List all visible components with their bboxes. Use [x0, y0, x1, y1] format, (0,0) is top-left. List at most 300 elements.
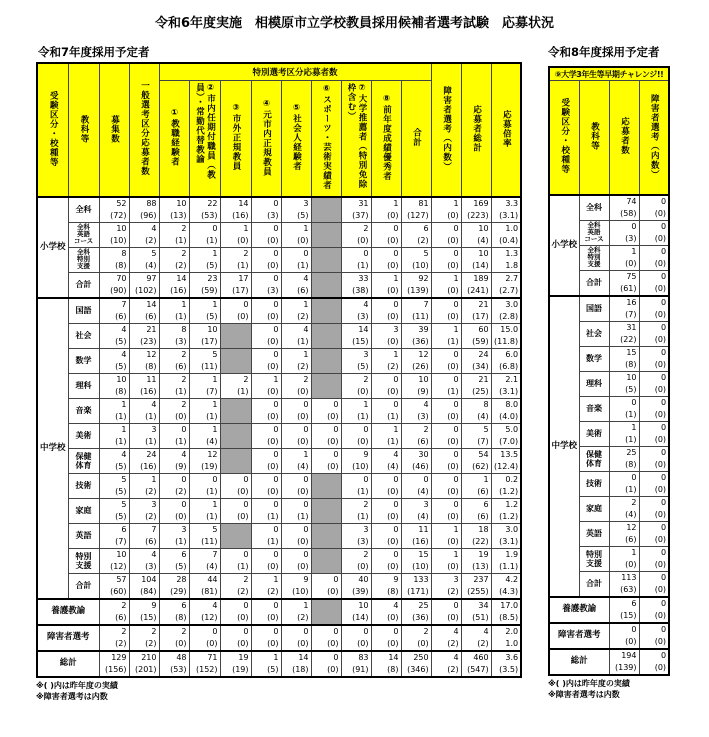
current-value: 1 — [273, 652, 279, 662]
data-cell — [341, 272, 371, 298]
summary-row — [37, 599, 521, 625]
current-value: 0 — [303, 499, 309, 509]
subject-label: 美術 — [579, 421, 609, 446]
current-value: 2 — [181, 248, 187, 258]
previous-year-value: (4) — [625, 509, 637, 519]
current-value: 5 — [151, 248, 157, 258]
current-value: 24 — [478, 349, 489, 359]
previous-year-value: (3.1) — [499, 210, 519, 220]
current-value: 10 — [116, 549, 127, 559]
previous-year-value: (5) — [115, 511, 127, 521]
current-value: 1.9 — [505, 549, 519, 559]
current-value: 10 — [176, 198, 187, 208]
previous-year-value: (11.8) — [494, 336, 519, 346]
data-cell — [341, 473, 371, 498]
previous-year-value: (7) — [206, 386, 218, 396]
current-value: 0 — [453, 449, 459, 459]
data-cell — [431, 373, 461, 398]
data-cell — [401, 473, 431, 498]
current-value: 0 — [660, 322, 667, 332]
previous-year-value: (15) — [352, 336, 369, 346]
header-subject: 教科等 — [68, 63, 99, 197]
previous-year-value: (0) — [447, 536, 459, 546]
data-cell — [281, 548, 311, 573]
current-value: 0 — [393, 299, 399, 309]
data-cell — [129, 197, 159, 223]
previous-year-value: (1) — [175, 311, 187, 321]
current-value: 4 — [151, 549, 157, 559]
previous-year-value: (17) — [472, 311, 489, 321]
data-cell — [341, 348, 371, 373]
data-cell — [491, 298, 521, 324]
current-value: 1 — [243, 223, 249, 233]
current-value: 0 — [660, 624, 667, 634]
data-cell — [401, 548, 431, 573]
current-value: 0 — [333, 449, 339, 459]
data-cell — [251, 448, 281, 473]
data-cell — [281, 373, 311, 398]
current-value: 23 — [207, 273, 218, 283]
current-value: 1 — [273, 374, 279, 384]
previous-year-value: (2) — [237, 586, 249, 596]
current-value: 1 — [303, 349, 309, 359]
previous-year-value: (2) — [447, 586, 459, 596]
current-value: 2 — [243, 248, 249, 258]
data-cell — [220, 373, 251, 398]
data-cell — [311, 573, 341, 599]
data-cell — [491, 323, 521, 348]
previous-year-value: (22) — [620, 334, 637, 344]
previous-year-value: (1) — [175, 235, 187, 245]
data-cell — [639, 471, 669, 496]
data-cell — [251, 373, 281, 398]
previous-year-value: (1.2) — [499, 511, 519, 521]
previous-year-value: (4) — [145, 260, 157, 270]
data-cell — [99, 398, 129, 423]
summary-row — [549, 649, 669, 675]
current-value: 0 — [243, 499, 249, 509]
data-cell — [401, 599, 431, 625]
data-cell — [220, 197, 251, 223]
current-value: 8 — [121, 248, 127, 258]
subject-label: 合計 — [579, 270, 609, 296]
previous-year-value: (0) — [387, 260, 399, 270]
current-value: 0 — [243, 474, 249, 484]
current-value: 1 — [393, 273, 399, 283]
previous-year-value: (0) — [447, 486, 459, 496]
current-value: 0 — [393, 223, 399, 233]
current-value: 129 — [111, 652, 127, 662]
previous-year-value: (5) — [115, 461, 127, 471]
data-cell — [431, 548, 461, 573]
data-cell — [401, 373, 431, 398]
current-value: 4.2 — [505, 574, 519, 584]
header-positions: 募集数 — [99, 63, 129, 197]
summary-row — [549, 623, 669, 649]
current-value: 7 — [121, 299, 127, 309]
current-value: 33 — [358, 273, 369, 283]
previous-year-value: (8) — [175, 612, 187, 622]
current-value: 0 — [453, 424, 459, 434]
current-value: 3 — [151, 424, 157, 434]
header-special-1 — [189, 81, 220, 197]
previous-year-value: (102) — [134, 285, 157, 295]
previous-year-value: (1) — [447, 386, 459, 396]
previous-year-value: (6) — [297, 285, 309, 295]
current-value: 0 — [212, 223, 218, 233]
current-value: 10 — [418, 374, 429, 384]
current-value: 4 — [121, 349, 127, 359]
data-cell — [401, 247, 431, 272]
empty-cell — [220, 348, 251, 373]
data-cell — [609, 296, 639, 322]
previous-year-value: (4) — [206, 561, 218, 571]
left-subtitle: 令和7年度採用予定者 — [38, 45, 150, 59]
data-cell — [639, 371, 669, 396]
data-cell — [371, 272, 401, 298]
previous-year-value: (16) — [170, 285, 187, 295]
current-value: 10 — [116, 374, 127, 384]
empty-cell — [311, 348, 341, 373]
data-cell — [401, 625, 431, 651]
current-value: 71 — [207, 652, 218, 662]
previous-year-value: (0) — [267, 311, 279, 321]
data-cell — [461, 523, 491, 548]
current-value: 70 — [116, 273, 127, 283]
previous-year-value: (0) — [447, 411, 459, 421]
previous-year-value: (34) — [472, 361, 489, 371]
current-value: 34 — [478, 600, 489, 610]
previous-year-value: (0) — [237, 486, 249, 496]
previous-year-value: (0) — [267, 486, 279, 496]
data-cell — [431, 298, 461, 324]
current-value: 3 — [393, 324, 399, 334]
data-cell — [461, 398, 491, 423]
previous-year-value: (0) — [387, 612, 399, 622]
data-cell — [220, 498, 251, 523]
previous-year-value: (8) — [145, 361, 157, 371]
data-cell — [159, 473, 189, 498]
current-value: 0 — [333, 574, 339, 584]
data-cell — [189, 247, 220, 272]
data-cell — [99, 272, 129, 298]
data-cell — [401, 398, 431, 423]
previous-year-value: (1) — [145, 411, 157, 421]
current-value: 210 — [141, 652, 157, 662]
previous-year-value: (1) — [297, 336, 309, 346]
current-value: 0 — [273, 248, 279, 258]
data-cell — [371, 398, 401, 423]
header-special-0 — [159, 81, 189, 197]
previous-year-value: (22) — [472, 536, 489, 546]
header-special-label: ⑦大学推薦者（特別免除枠含む） — [346, 83, 367, 190]
previous-year-value: (201) — [134, 664, 157, 674]
current-value: 1 — [483, 474, 489, 484]
current-value: 6 — [181, 600, 187, 610]
current-value: 0 — [303, 549, 309, 559]
data-cell — [609, 245, 639, 270]
current-value: 1 — [303, 600, 309, 610]
previous-year-value: (0) — [297, 411, 309, 421]
current-value: 1 — [273, 574, 279, 584]
subject-label: 合計 — [68, 573, 99, 599]
data-cell — [159, 197, 189, 223]
previous-year-value: (53) — [201, 210, 218, 220]
empty-cell — [311, 222, 341, 247]
current-value: 2 — [363, 549, 369, 559]
previous-year-value: (0) — [654, 559, 667, 569]
early-challenge-table — [548, 66, 670, 676]
current-value: 0 — [393, 549, 399, 559]
subject-label: 合計 — [579, 571, 609, 597]
previous-year-value: (8) — [625, 459, 637, 469]
data-cell — [189, 548, 220, 573]
data-cell — [609, 371, 639, 396]
data-cell — [189, 298, 220, 324]
data-cell — [159, 247, 189, 272]
data-cell — [401, 197, 431, 223]
subject-label: 合計 — [68, 272, 99, 298]
data-cell — [491, 222, 521, 247]
current-value: 52 — [116, 198, 127, 208]
current-value: 0 — [660, 497, 667, 507]
current-value: 10 — [358, 600, 369, 610]
data-cell — [431, 197, 461, 223]
previous-year-value: (11) — [201, 361, 218, 371]
table-row — [37, 473, 521, 498]
table-row — [37, 398, 521, 423]
current-value: 21 — [478, 374, 489, 384]
current-value: 11 — [418, 524, 429, 534]
data-cell — [431, 599, 461, 625]
previous-year-value: (152) — [195, 664, 218, 674]
previous-year-value: (171) — [407, 586, 429, 596]
data-cell — [491, 247, 521, 272]
current-value: 0 — [273, 299, 279, 309]
header-special-label: ④元市内正規教員 — [261, 98, 272, 176]
previous-year-value: (1) — [357, 411, 369, 421]
previous-year-value: (0) — [237, 235, 249, 245]
header-special-5 — [311, 81, 341, 197]
current-value: 0 — [660, 598, 667, 608]
empty-cell — [220, 423, 251, 448]
data-cell — [639, 546, 669, 571]
table-row — [37, 498, 521, 523]
previous-year-value: (1) — [175, 386, 187, 396]
current-value: 2 — [151, 626, 157, 636]
current-value: 0 — [273, 399, 279, 409]
empty-cell — [311, 323, 341, 348]
table-row — [37, 373, 521, 398]
previous-year-value: (0) — [654, 610, 667, 620]
previous-year-value: (3) — [175, 336, 187, 346]
data-cell — [220, 651, 251, 677]
current-value: 0 — [660, 472, 667, 482]
previous-year-value: (23) — [140, 336, 157, 346]
current-value: 19 — [238, 652, 249, 662]
current-value: 3.0 — [505, 524, 519, 534]
current-value: 2 — [363, 223, 369, 233]
data-cell — [371, 448, 401, 473]
current-value: 194 — [621, 650, 637, 660]
data-cell — [99, 247, 129, 272]
data-cell — [431, 323, 461, 348]
current-value: 6 — [181, 549, 187, 559]
current-value: 31 — [358, 198, 369, 208]
data-cell — [609, 649, 639, 675]
current-value: 3 — [453, 574, 459, 584]
current-value: 5 — [121, 499, 127, 509]
current-value: 189 — [473, 273, 489, 283]
current-value: 9 — [393, 574, 399, 584]
current-value: 0 — [363, 248, 369, 258]
data-cell — [129, 222, 159, 247]
previous-year-value: (1.2) — [499, 486, 519, 496]
data-cell — [609, 471, 639, 496]
table-row — [37, 523, 521, 548]
previous-year-value: (0) — [297, 638, 309, 648]
data-cell — [639, 296, 669, 322]
current-value: 0 — [181, 424, 187, 434]
previous-year-value: (16) — [140, 386, 157, 396]
current-value: 14 — [146, 299, 157, 309]
current-value: 0 — [212, 626, 218, 636]
data-cell — [129, 651, 159, 677]
current-value: 0 — [453, 248, 459, 258]
data-cell — [220, 573, 251, 599]
data-cell — [609, 496, 639, 521]
previous-year-value: (1) — [625, 409, 637, 419]
data-cell — [281, 197, 311, 223]
previous-year-value: (7) — [477, 436, 489, 446]
current-value: 0 — [660, 271, 667, 281]
previous-year-value: (0) — [387, 561, 399, 571]
subject-label: 全科 特別 支援 — [68, 247, 99, 272]
previous-year-value: (241) — [467, 285, 489, 295]
previous-year-value: (0) — [654, 584, 667, 594]
current-value: 48 — [176, 652, 187, 662]
previous-year-value: (10) — [292, 586, 309, 596]
data-cell — [129, 473, 159, 498]
previous-year-value: (0) — [654, 384, 667, 394]
previous-year-value: (0) — [175, 638, 187, 648]
data-cell — [251, 298, 281, 324]
previous-year-value: (0) — [654, 359, 667, 369]
data-cell — [431, 573, 461, 599]
previous-year-value: (0) — [654, 208, 667, 218]
current-value: 14 — [176, 273, 187, 283]
data-cell — [371, 373, 401, 398]
data-cell — [251, 599, 281, 625]
current-value: 21 — [478, 299, 489, 309]
header-division: 受験区分・校種等 — [37, 63, 68, 197]
data-cell — [401, 651, 431, 677]
current-value: 1 — [631, 422, 637, 432]
data-cell — [159, 625, 189, 651]
data-cell — [491, 448, 521, 473]
current-value: 0 — [273, 626, 279, 636]
previous-year-value: (5) — [625, 384, 637, 394]
data-cell — [341, 651, 371, 677]
previous-year-value: (72) — [110, 210, 127, 220]
current-value: 1 — [453, 273, 459, 283]
current-value: 6 — [483, 499, 489, 509]
current-value: 0 — [212, 474, 218, 484]
data-cell — [609, 521, 639, 546]
previous-year-value: (61) — [620, 283, 637, 293]
previous-year-value: (0) — [387, 336, 399, 346]
current-value: 57 — [116, 574, 127, 584]
current-value: 0 — [393, 626, 399, 636]
previous-year-value: (6.8) — [499, 361, 519, 371]
current-value: 1 — [303, 299, 309, 309]
data-cell — [461, 423, 491, 448]
previous-year-value: (3) — [625, 233, 637, 243]
current-value: 97 — [146, 273, 157, 283]
header-disability: 障害者選考（内数） — [431, 63, 461, 197]
subject-label: 全科 英語 コース — [579, 220, 609, 245]
previous-year-value: (6) — [175, 361, 187, 371]
data-cell — [341, 222, 371, 247]
early-challenge-title: ⑨大学3年生等早期チャレンジ!! — [549, 67, 669, 81]
current-value: 40 — [358, 574, 369, 584]
current-value: 4 — [151, 399, 157, 409]
table-row — [37, 222, 521, 247]
current-value: 0 — [273, 324, 279, 334]
data-cell — [251, 247, 281, 272]
previous-year-value: (0) — [447, 511, 459, 521]
previous-year-value: (0) — [297, 436, 309, 446]
data-cell — [341, 448, 371, 473]
header-special-label: ⑤社会人経験者 — [291, 103, 302, 172]
data-cell — [251, 197, 281, 223]
subject-label: 社会 — [68, 323, 99, 348]
current-value: 2 — [181, 349, 187, 359]
empty-cell — [311, 498, 341, 523]
data-cell — [609, 321, 639, 346]
current-value: 10 — [478, 223, 489, 233]
data-cell — [159, 298, 189, 324]
previous-year-value: (0) — [654, 233, 667, 243]
current-value: 6.0 — [505, 349, 519, 359]
previous-year-value: (0) — [387, 638, 399, 648]
previous-year-value: (2) — [115, 638, 127, 648]
header-special-label: 合計 — [411, 127, 422, 147]
previous-year-value: (0) — [267, 386, 279, 396]
data-cell — [639, 195, 669, 221]
current-value: 1 — [121, 399, 127, 409]
previous-year-value: (2.8) — [499, 311, 519, 321]
right-note-disability: ※障害者選考は内数 — [548, 690, 620, 699]
previous-year-value: (7.0) — [499, 436, 519, 446]
previous-year-value: (6) — [115, 612, 127, 622]
current-value: 3.3 — [505, 198, 519, 208]
current-value: 169 — [473, 198, 489, 208]
current-value: 0 — [273, 424, 279, 434]
data-cell — [371, 498, 401, 523]
previous-year-value: (63) — [620, 584, 637, 594]
data-cell — [99, 423, 129, 448]
current-value: 9 — [151, 600, 157, 610]
previous-year-value: (2) — [267, 586, 279, 596]
subject-label: 数学 — [68, 348, 99, 373]
previous-year-value: (0) — [297, 561, 309, 571]
previous-year-value: (19) — [232, 664, 249, 674]
empty-cell — [311, 197, 341, 223]
empty-cell — [311, 373, 341, 398]
empty-cell — [311, 473, 341, 498]
current-value: 3 — [363, 349, 369, 359]
